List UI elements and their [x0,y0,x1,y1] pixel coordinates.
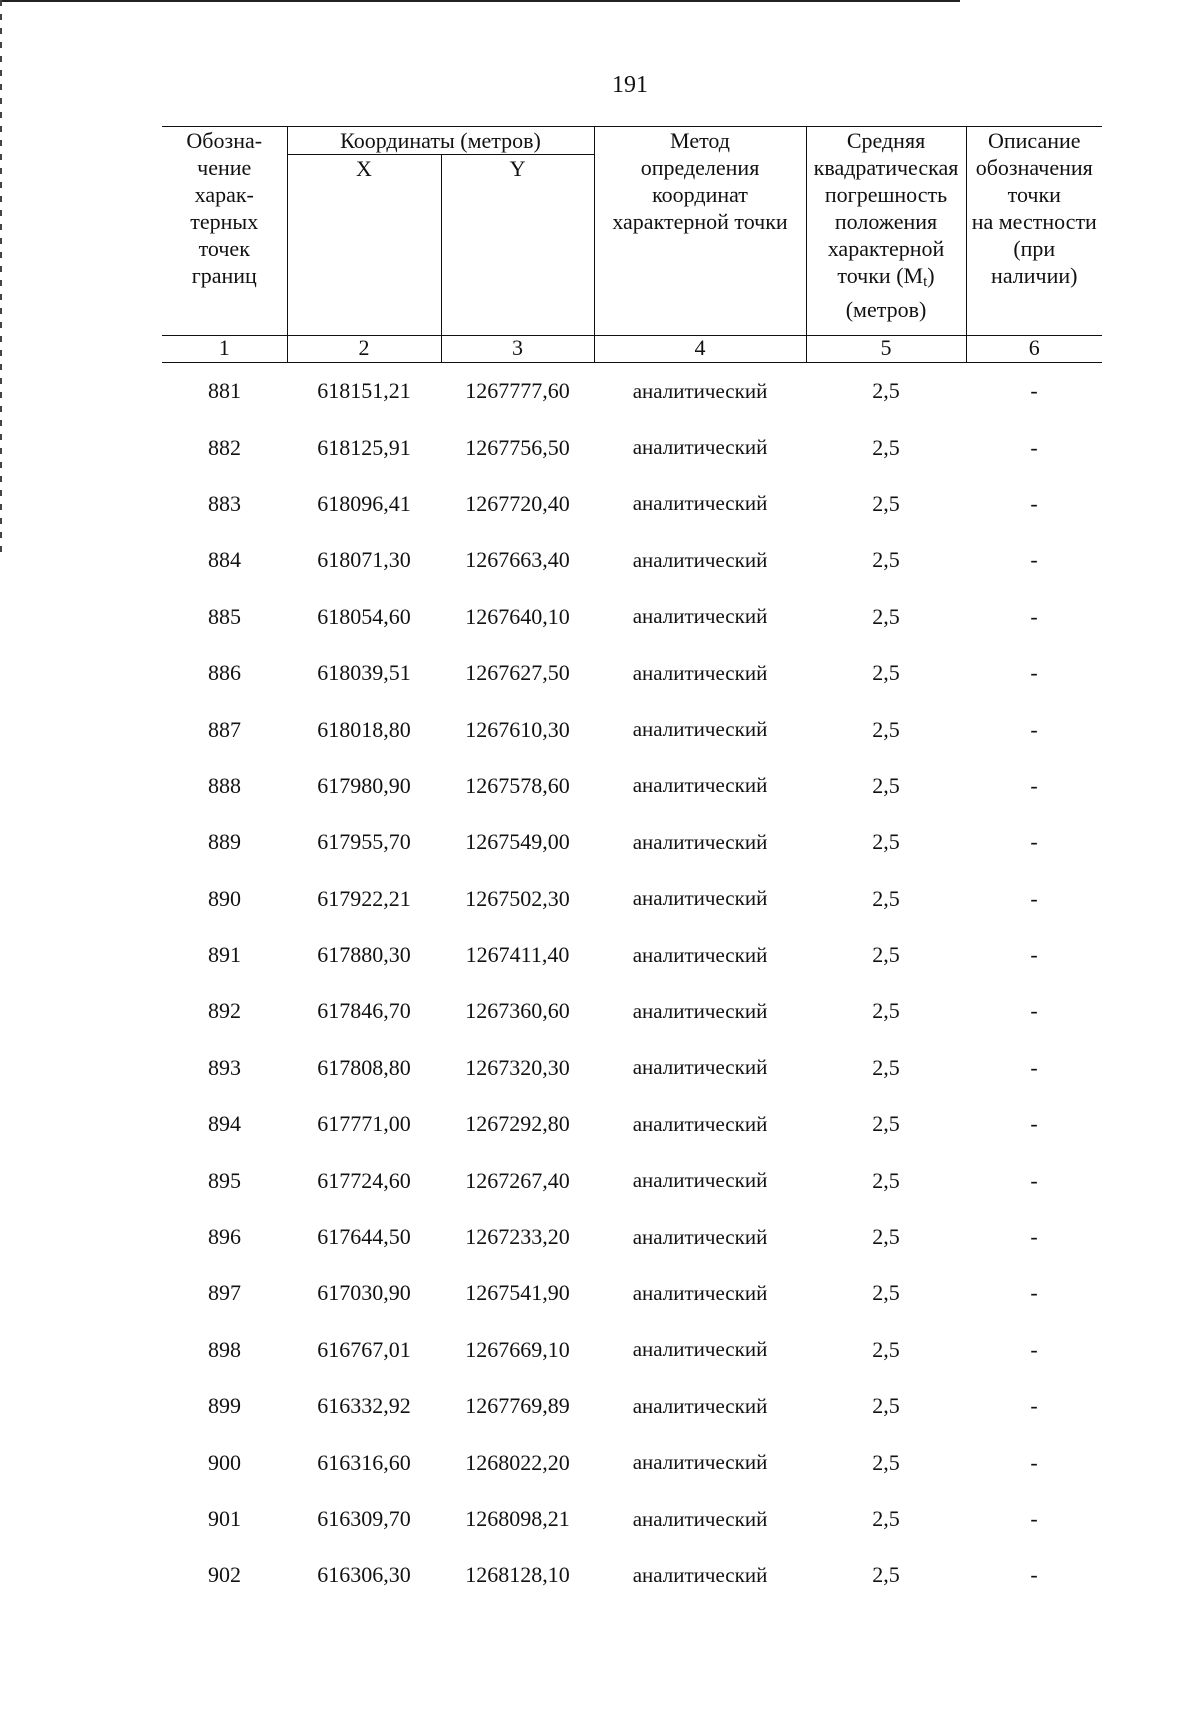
cell-point-id: 890 [208,885,241,911]
cell-y-coordinate: 1267578,60 [465,772,570,798]
cell-y-coordinate: 1268128,10 [465,1562,570,1588]
cell-description: - [1030,434,1038,460]
cell-point-id: 891 [208,942,241,968]
cell-description: - [1030,942,1038,968]
cell-method: аналитический [632,1280,768,1305]
cell-mean-square-error: 2,5 [872,1336,900,1362]
cell-description: - [1030,716,1038,742]
cell-point-id: 895 [208,1167,241,1193]
column-number: 6 [966,336,1102,363]
table-row [162,1547,1102,1603]
cell-point-id: 882 [208,434,241,460]
cell-y-coordinate: 1267627,50 [465,660,570,686]
cell-mean-square-error: 2,5 [872,1562,900,1588]
cell-description: - [1030,885,1038,911]
header-method: Метод определения координат характерной точки [594,127,806,336]
cell-mean-square-error: 2,5 [872,434,900,460]
table-row [162,1265,1102,1321]
cell-mean-square-error: 2,5 [872,660,900,686]
table-row [162,645,1102,701]
cell-description: - [1030,1562,1038,1588]
cell-description: - [1030,1054,1038,1080]
cell-point-id: 885 [208,603,241,629]
cell-description: - [1030,772,1038,798]
column-number: 5 [806,336,966,363]
cell-x-coordinate: 618054,60 [317,603,411,629]
cell-description: - [1030,660,1038,686]
header-description: Описание обозначения точки на местности (при наличии) [966,127,1102,336]
cell-method: аналитический [632,1337,768,1362]
table-row [162,1491,1102,1547]
column-number: 1 [162,336,287,363]
coordinates-table [162,126,1102,1604]
cell-method: аналитический [632,547,768,572]
cell-description: - [1030,490,1038,516]
cell-description: - [1030,1280,1038,1306]
table-row [162,701,1102,757]
cell-method: аналитический [632,1168,768,1193]
cell-y-coordinate: 1267541,90 [465,1280,570,1306]
cell-method: аналитический [632,660,768,685]
cell-mean-square-error: 2,5 [872,1224,900,1250]
cell-method: аналитический [632,604,768,629]
cell-description: - [1030,547,1038,573]
cell-x-coordinate: 617922,21 [317,885,411,911]
column-number-row [162,336,1102,363]
cell-method: аналитический [632,1393,768,1418]
cell-mean-square-error: 2,5 [872,998,900,1024]
table-row [162,927,1102,983]
cell-x-coordinate: 617955,70 [317,829,411,855]
table-row [162,1152,1102,1208]
header-x: X [287,155,441,336]
cell-y-coordinate: 1267769,89 [465,1393,570,1419]
cell-y-coordinate: 1268022,20 [465,1449,570,1475]
cell-point-id: 892 [208,998,241,1024]
cell-mean-square-error: 2,5 [872,1167,900,1193]
cell-method: аналитический [632,1224,768,1249]
cell-x-coordinate: 617880,30 [317,942,411,968]
cell-y-coordinate: 1267411,40 [465,942,570,968]
cell-x-coordinate: 617808,80 [317,1054,411,1080]
cell-method: аналитический [632,491,768,516]
cell-x-coordinate: 617980,90 [317,772,411,798]
cell-mean-square-error: 2,5 [872,772,900,798]
cell-description: - [1030,829,1038,855]
cell-x-coordinate: 617030,90 [317,1280,411,1306]
cell-mean-square-error: 2,5 [872,1506,900,1531]
cell-point-id: 893 [208,1054,241,1080]
cell-method: аналитический [632,717,768,742]
cell-method: аналитический [632,998,768,1023]
header-point-designation: Обозна- чение харак- терных точек границ [162,127,287,336]
cell-point-id: 889 [208,829,241,855]
cell-method: аналитический [632,886,768,911]
cell-description: - [1030,1449,1038,1475]
cell-mean-square-error: 2,5 [872,885,900,911]
header-y: Y [441,155,594,336]
cell-description: - [1030,1336,1038,1362]
cell-y-coordinate: 1267549,00 [465,829,570,855]
cell-y-coordinate: 1267669,10 [465,1336,570,1362]
cell-method: аналитический [632,942,768,967]
cell-x-coordinate: 616309,70 [317,1506,411,1531]
cell-y-coordinate: 1267267,40 [465,1167,570,1193]
cell-description: - [1030,998,1038,1024]
table-row [162,1040,1102,1096]
cell-mean-square-error: 2,5 [872,1280,900,1306]
cell-x-coordinate: 618151,21 [317,378,411,404]
table-row [162,1322,1102,1378]
cell-x-coordinate: 618071,30 [317,547,411,573]
table-row [162,476,1102,532]
cell-x-coordinate: 616316,60 [317,1449,411,1475]
cell-x-coordinate: 617644,50 [317,1224,411,1250]
cell-mean-square-error: 2,5 [872,490,900,516]
cell-point-id: 881 [208,378,241,404]
cell-y-coordinate: 1267502,30 [465,885,570,911]
cell-x-coordinate: 616767,01 [317,1336,411,1362]
cell-point-id: 894 [208,1111,241,1137]
column-number: 3 [441,336,594,363]
cell-point-id: 899 [208,1393,241,1419]
table-row [162,1096,1102,1152]
cell-x-coordinate: 617724,60 [317,1167,411,1193]
cell-y-coordinate: 1267777,60 [465,378,570,404]
cell-mean-square-error: 2,5 [872,1111,900,1137]
cell-point-id: 897 [208,1280,241,1306]
cell-description: - [1030,1111,1038,1137]
table-row [162,363,1102,420]
cell-point-id: 884 [208,547,241,573]
cell-mean-square-error: 2,5 [872,603,900,629]
cell-mean-square-error: 2,5 [872,1393,900,1419]
cell-point-id: 888 [208,772,241,798]
table-row [162,589,1102,645]
scan-edge-top [0,0,960,2]
table-row [162,1434,1102,1490]
table-body [162,363,1102,1604]
cell-x-coordinate: 616306,30 [317,1562,411,1588]
cell-method: аналитический [632,773,768,798]
cell-description: - [1030,1393,1038,1419]
cell-method: аналитический [632,829,768,854]
cell-x-coordinate: 616332,92 [317,1393,411,1419]
cell-point-id: 901 [208,1506,241,1531]
table-row [162,1209,1102,1265]
cell-y-coordinate: 1267640,10 [465,603,570,629]
cell-y-coordinate: 1267756,50 [465,434,570,460]
cell-y-coordinate: 1267610,30 [465,716,570,742]
cell-x-coordinate: 617771,00 [317,1111,411,1137]
cell-x-coordinate: 618039,51 [317,660,411,686]
scan-edge-left [0,0,2,560]
cell-mean-square-error: 2,5 [872,1449,900,1475]
cell-description: - [1030,1506,1038,1531]
cell-point-id: 902 [208,1562,241,1588]
table-row [162,532,1102,588]
cell-y-coordinate: 1267720,40 [465,490,570,516]
table-row [162,983,1102,1039]
cell-method: аналитический [632,1055,768,1080]
page-number: 191 [612,72,648,98]
cell-y-coordinate: 1267320,30 [465,1054,570,1080]
cell-x-coordinate: 618125,91 [317,434,411,460]
cell-mean-square-error: 2,5 [872,378,900,404]
cell-x-coordinate: 618018,80 [317,716,411,742]
column-number: 2 [287,336,441,363]
cell-method: аналитический [632,1506,768,1531]
table-row [162,871,1102,927]
cell-description: - [1030,378,1038,404]
column-number: 4 [594,336,806,363]
cell-mean-square-error: 2,5 [872,547,900,573]
cell-point-id: 883 [208,490,241,516]
cell-x-coordinate: 617846,70 [317,998,411,1024]
cell-y-coordinate: 1267663,40 [465,547,570,573]
cell-point-id: 886 [208,660,241,686]
cell-description: - [1030,1224,1038,1250]
cell-mean-square-error: 2,5 [872,1054,900,1080]
cell-mean-square-error: 2,5 [872,942,900,968]
cell-description: - [1030,1167,1038,1193]
cell-mean-square-error: 2,5 [872,716,900,742]
cell-mean-square-error: 2,5 [872,829,900,855]
cell-point-id: 896 [208,1224,241,1250]
cell-description: - [1030,603,1038,629]
cell-point-id: 900 [208,1449,241,1475]
cell-method: аналитический [632,1450,768,1475]
cell-method: аналитический [632,1111,768,1136]
cell-y-coordinate: 1267233,20 [465,1224,570,1250]
table-row [162,419,1102,475]
cell-y-coordinate: 1267360,60 [465,998,570,1024]
table-row [162,758,1102,814]
cell-y-coordinate: 1267292,80 [465,1111,570,1137]
cell-method: аналитический [632,435,768,460]
cell-y-coordinate: 1268098,21 [465,1506,570,1531]
cell-x-coordinate: 618096,41 [317,490,411,516]
cell-point-id: 887 [208,716,241,742]
cell-point-id: 898 [208,1336,241,1362]
header-coordinates: Координаты (метров) [287,127,594,155]
cell-method: аналитический [632,1562,768,1587]
cell-method: аналитический [632,378,768,403]
table-row [162,814,1102,870]
table-row [162,1378,1102,1434]
header-mean-square-error: Средняя квадратическая погрешность положения характерной точки $(M_t)$ (метров) [806,127,966,336]
